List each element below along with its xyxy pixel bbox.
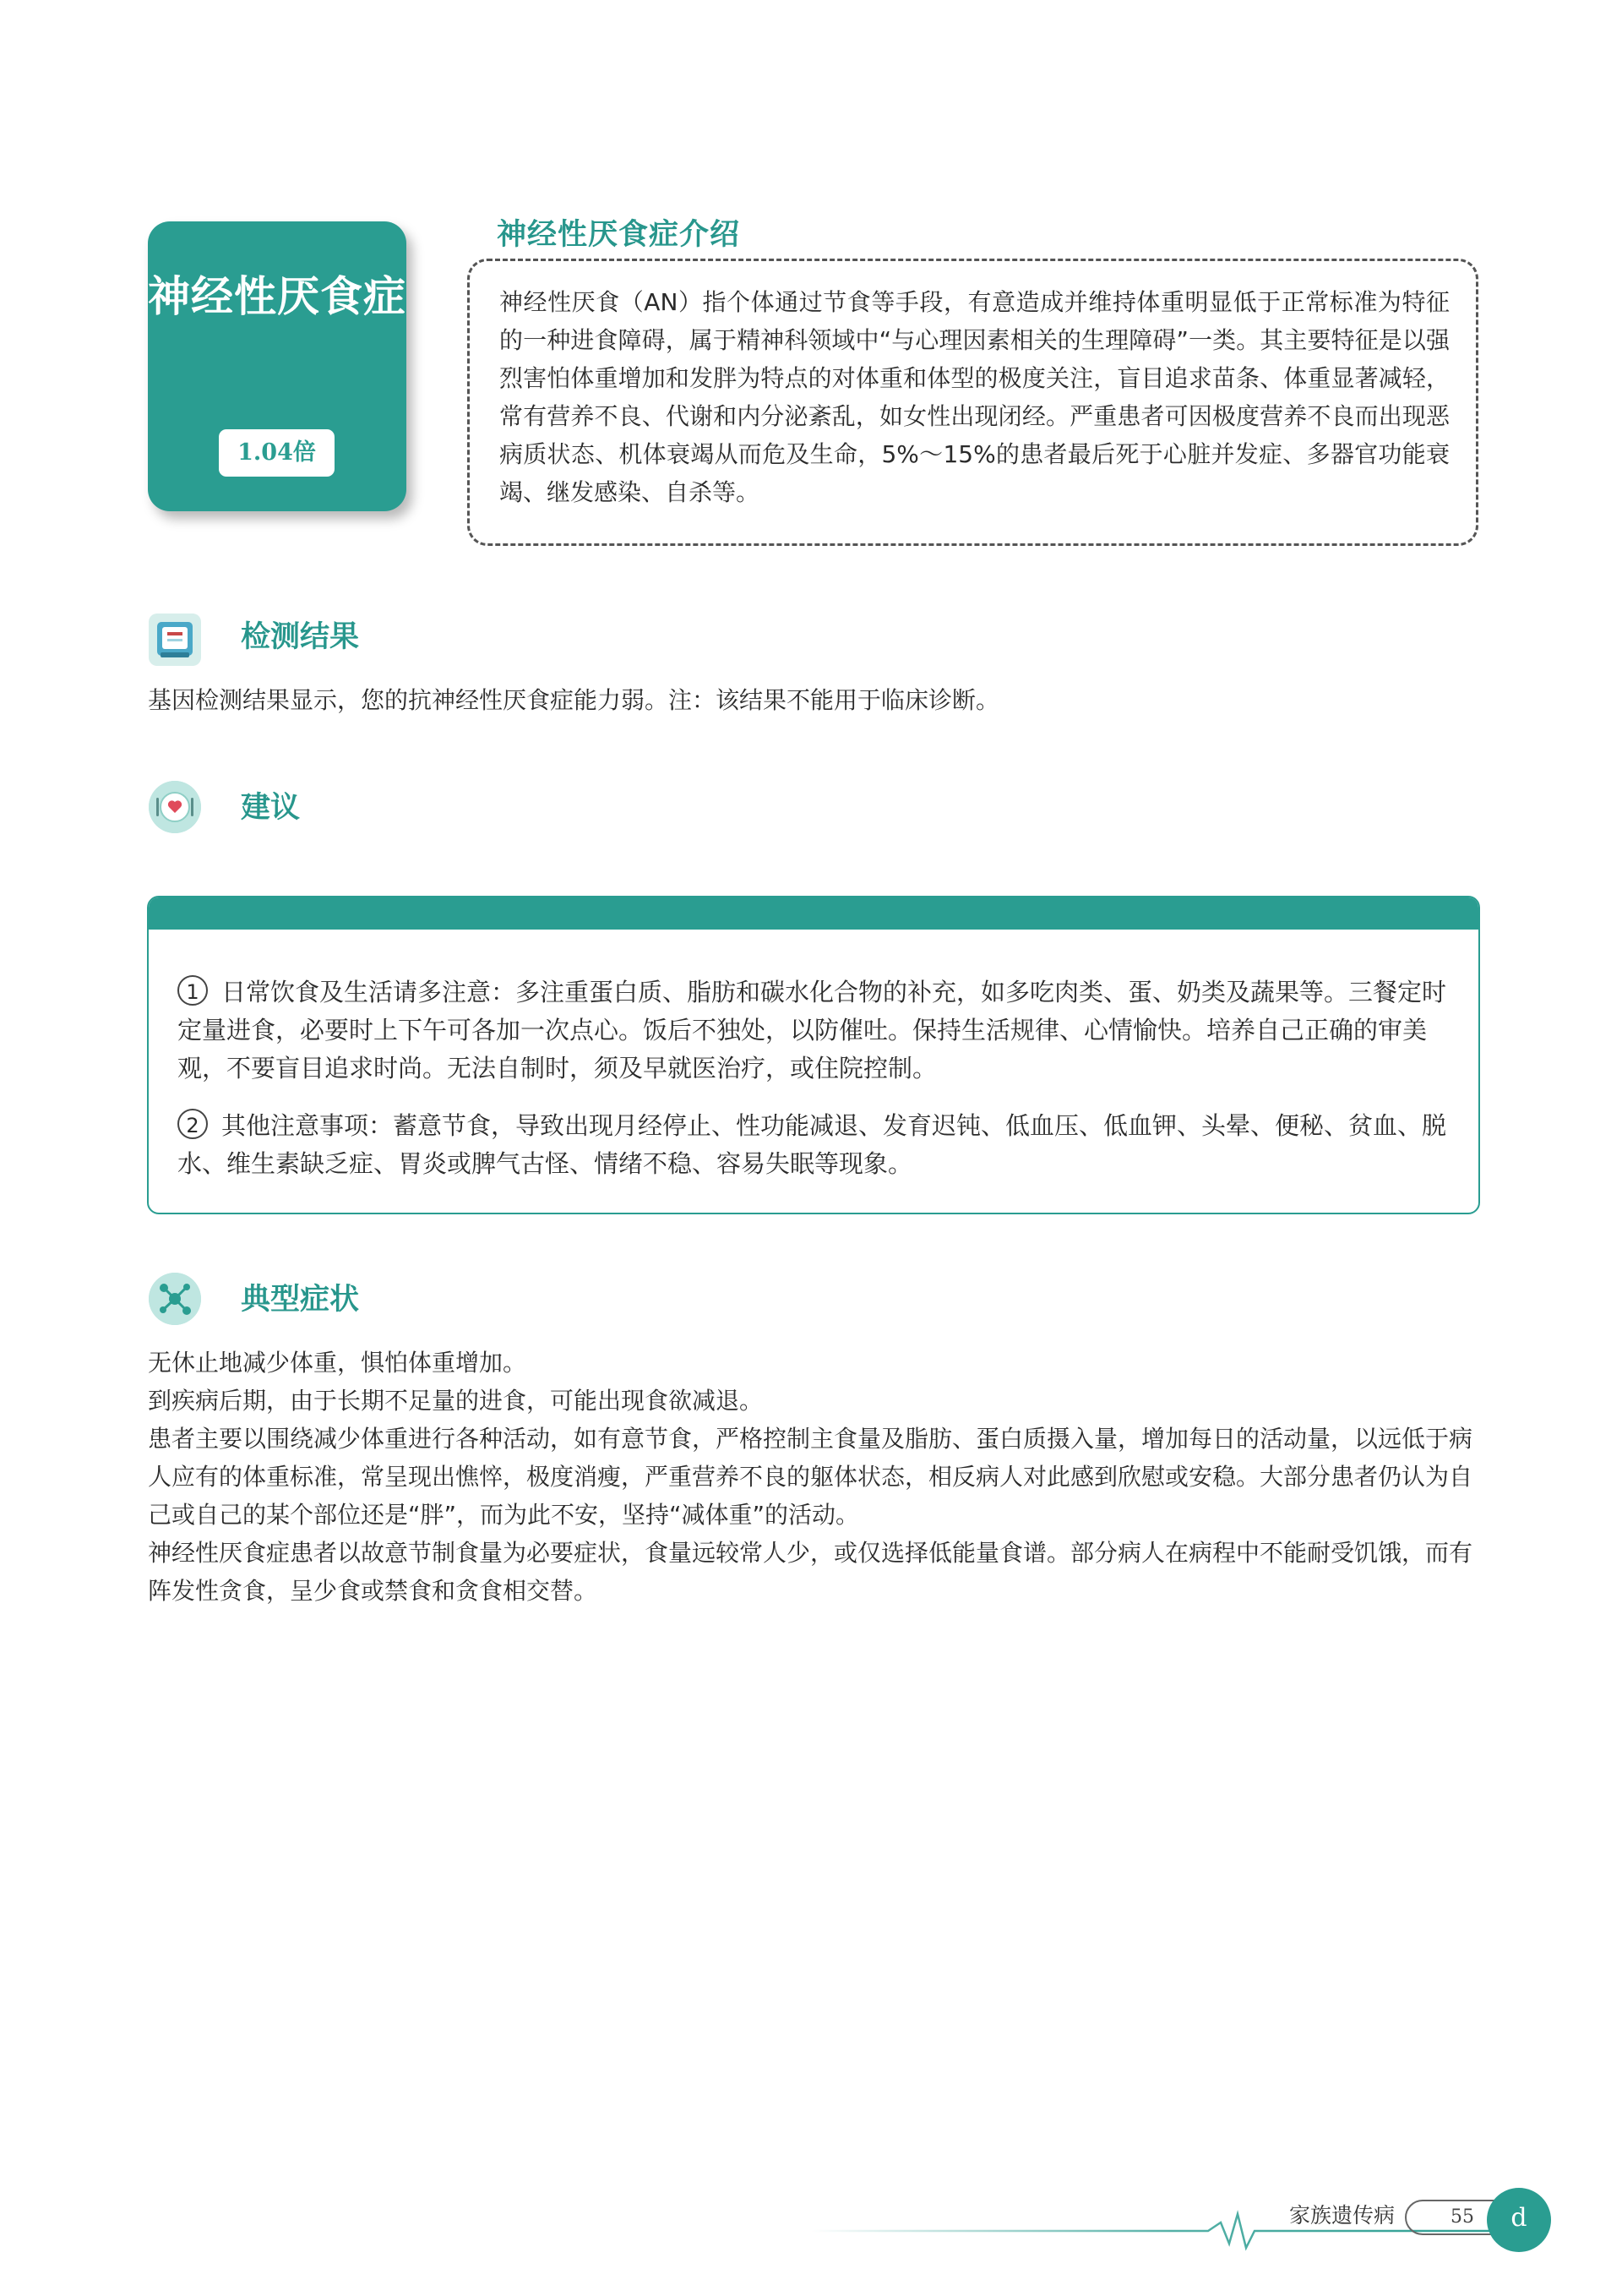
intro-text: 神经性厌食（AN）指个体通过节食等手段，有意造成并维持体重明显低于正常标准为特征的一种进食障碍，属于精神科领域中“与心理因素相关的生理障碍”一类。其主要特征是以强烈害怕体重增加和发胖为特点的对体重和体型的极度关注，盲目追求苗条、体重显著减轻，常有营养不良、代谢和内分泌紊乱，如女性出现闭经。严重患者可因极度营养不良而出现恶病质状态、机体衰竭从而危及生命，5%～15%的患者最后死于心脏并发症、多器官功能衰竭、继发感染、自杀等。 <box>499 288 1450 506</box>
advice-box <box>147 896 1480 1214</box>
disease-title: 神经性厌食症 <box>148 272 406 321</box>
title-card <box>148 221 406 511</box>
page-number: 55 <box>1405 2200 1513 2235</box>
advice-item <box>177 1107 1449 1183</box>
symptom-paragraph: 神经性厌食症患者以故意节制食量为必要症状，食量远较常人少，或仅选择低能量食谱。部分病人在病程中不能耐受饥饿，而有阵发性贪食，呈少食或禁食和贪食相交替。 <box>148 1539 1473 1605</box>
symptoms-heading: 典型症状 <box>241 1283 360 1317</box>
intro-heading: 神经性厌食症介绍 <box>497 218 741 252</box>
advice-item <box>177 973 1449 1088</box>
advice-item-text: 其他注意事项：蓄意节食，导致出现月经停止、性功能减退、发育迟钝、低血压、低血钾、头晕、便秘、贫血、脱水、维生素缺乏症、胃炎或脾气古怪、情绪不稳、容易失眠等现象。 <box>177 1111 1447 1178</box>
risk-badge: 1.04倍 <box>219 429 335 477</box>
footer-section-label: 家族遗传病 <box>1289 2203 1396 2228</box>
report-icon <box>149 614 201 666</box>
result-heading: 检测结果 <box>241 620 360 654</box>
molecule-icon <box>149 1273 201 1325</box>
item-number: 2 <box>177 1109 208 1139</box>
advice-header-bar <box>149 897 1478 930</box>
item-number: 1 <box>177 975 208 1006</box>
result-text: 基因检测结果显示，您的抗神经性厌食症能力弱。注：该结果不能用于临床诊断。 <box>148 686 1000 714</box>
chapter-tab: d <box>1487 2188 1551 2252</box>
advice-heading: 建议 <box>241 791 301 825</box>
symptom-paragraph: 到疾病后期，由于长期不足量的进食，可能出现食欲减退。 <box>148 1387 764 1415</box>
symptom-paragraph: 无休止地减少体重，惧怕体重增加。 <box>148 1349 527 1377</box>
plate-heart-icon <box>149 781 201 833</box>
symptom-paragraph: 患者主要以围绕减少体重进行各种活动，如有意节食，严格控制主食量及脂肪、蛋白质摄入量，增加每日的活动量，以远低于病人应有的体重标准，常呈现出憔悴，极度消瘦，严重营养不良的躯体状态，相反病人对此感到欣慰或安稳。大部分患者仍认为自己或自己的某个部位还是“胖”，而为此不安，坚持“减体重”的活动。 <box>148 1425 1473 1529</box>
intro-box <box>467 259 1478 546</box>
advice-item-text: 日常饮食及生活请多注意：多注重蛋白质、脂肪和碳水化合物的补充，如多吃肉类、蛋、奶类及蔬果等。三餐定时定量进食，必要时上下午可各加一次点心。饭后不独处，以防催吐。保持生活规律、心情愉快。培养自己正确的审美观，不要盲目追求时尚。无法自制时，须及早就医治疗，或住院控制。 <box>177 978 1447 1083</box>
